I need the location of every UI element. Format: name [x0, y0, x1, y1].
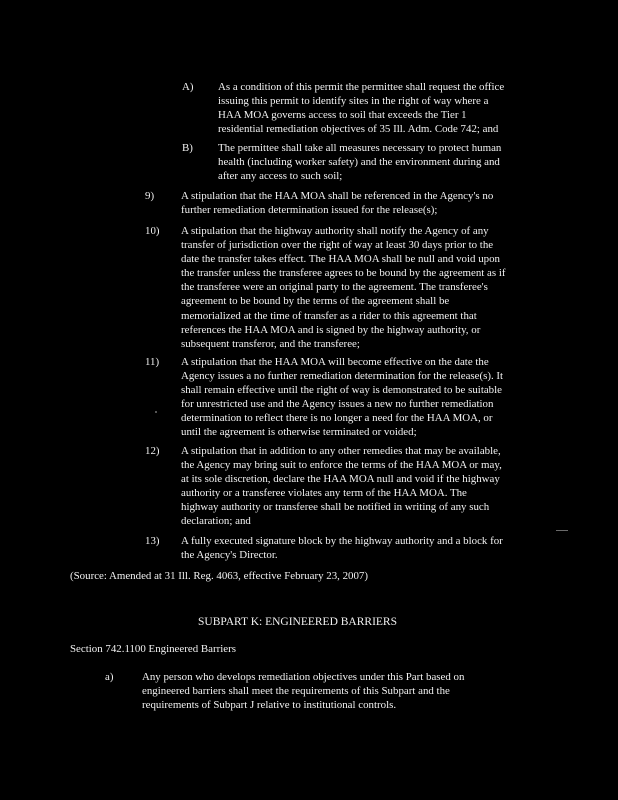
text-line: the Agency's Director.	[181, 549, 278, 562]
scan-speck	[155, 411, 157, 413]
text-line: requirements of Subpart J relative to institutional controls.	[142, 699, 397, 712]
text-line: A stipulation that the HAA MOA shall be referenced in the Agency's no	[181, 190, 494, 202]
item-text	[181, 189, 493, 217]
text-line: A fully executed signature block by the highway authority and a block for	[181, 535, 503, 547]
text-line: subsequent transferor, and the transferee;	[181, 337, 360, 350]
text-line: HAA MOA governs access to soil that exceeds the Tier 1	[218, 109, 467, 122]
text-line: at its sole discretion, declare the HAA MOA null and void if the highway	[181, 473, 500, 486]
text-line: after any access to such soil;	[218, 170, 343, 183]
text-line: until the agreement is otherwise terminated or voided;	[181, 426, 417, 439]
item-marker: a)	[105, 671, 114, 683]
text-line: A stipulation that in addition to any other remedies that may be available,	[181, 445, 501, 457]
item-text	[181, 444, 502, 529]
text-line: the transferee were an original party to the agreement. The transferee's	[181, 281, 488, 294]
source-note: (Source: Amended at 31 Ill. Reg. 4063, effective February 23, 2007)	[70, 570, 369, 582]
item-marker: A)	[182, 81, 194, 93]
item-text	[181, 224, 505, 351]
section-heading: Section 742.1100 Engineered Barriers	[70, 643, 236, 655]
text-line: health (including worker safety) and the environment during and	[218, 156, 500, 169]
text-line: issuing this permit to identify sites in the right of way where a	[218, 95, 489, 108]
text-line: residential remediation objectives of 35 Ill. Adm. Code 742; and	[218, 123, 499, 136]
text-line: memorialized at the time of transfer as a rider to this agreement that	[181, 309, 477, 322]
subpart-heading: SUBPART K: ENGINEERED BARRIERS	[198, 616, 397, 628]
text-line: declaration; and	[181, 515, 251, 528]
text-line: shall remain effective until the right of way is demonstrated to be suitable	[181, 384, 502, 397]
margin-mark	[556, 530, 568, 531]
text-line: transfer of jurisdiction over the right of way at least 30 days prior to the	[181, 239, 494, 252]
text-line: date the transfer takes effect. The HAA MOA shall be null and void upon	[181, 253, 500, 266]
text-line: determination to reflect there is no longer a need for the HAA MOA, or	[181, 412, 493, 425]
text-line: Any person who develops remediation objectives under this Part based on	[142, 671, 465, 683]
item-text	[218, 141, 501, 183]
item-marker: 12)	[145, 445, 160, 457]
item-text	[181, 355, 503, 440]
text-line: engineered barriers shall meet the requirements of this Subpart and the	[142, 685, 450, 698]
text-line: further remediation determination issued for the release(s);	[181, 204, 438, 217]
text-line: the Agency may bring suit to enforce the terms of the HAA MOA or may,	[181, 459, 502, 472]
item-marker: 11)	[145, 356, 160, 368]
item-marker: 10)	[145, 225, 160, 237]
item-marker: 9)	[145, 190, 155, 202]
text-line: A stipulation that the highway authority shall notify the Agency of any	[181, 225, 489, 237]
text-line: authority or a transferee violates any term of the HAA MOA. The	[181, 487, 467, 500]
text-line: The permittee shall take all measures necessary to protect human	[218, 142, 502, 154]
text-line: Agency issues a no further remediation determination for the release(s). It	[181, 370, 504, 383]
item-text	[142, 670, 464, 712]
item-text	[218, 80, 504, 136]
text-line: for unrestricted use and the Agency issues a new no further remediation	[181, 398, 494, 411]
text-line: highway authority or transferee shall be notified in writing of any such	[181, 501, 490, 514]
text-line: references the HAA MOA and is signed by the highway authority, or	[181, 323, 481, 336]
text-line: A stipulation that the HAA MOA will become effective on the date the	[181, 356, 489, 368]
text-line: agreement to be bound by the terms of the agreement shall be	[181, 295, 450, 308]
item-text	[181, 534, 503, 562]
text-line: As a condition of this permit the permittee shall request the office	[218, 81, 505, 93]
text-line: the transfer unless the transferee agrees to be bound by the agreement as if	[181, 267, 506, 280]
item-marker: B)	[182, 142, 193, 154]
item-marker: 13)	[145, 535, 160, 547]
